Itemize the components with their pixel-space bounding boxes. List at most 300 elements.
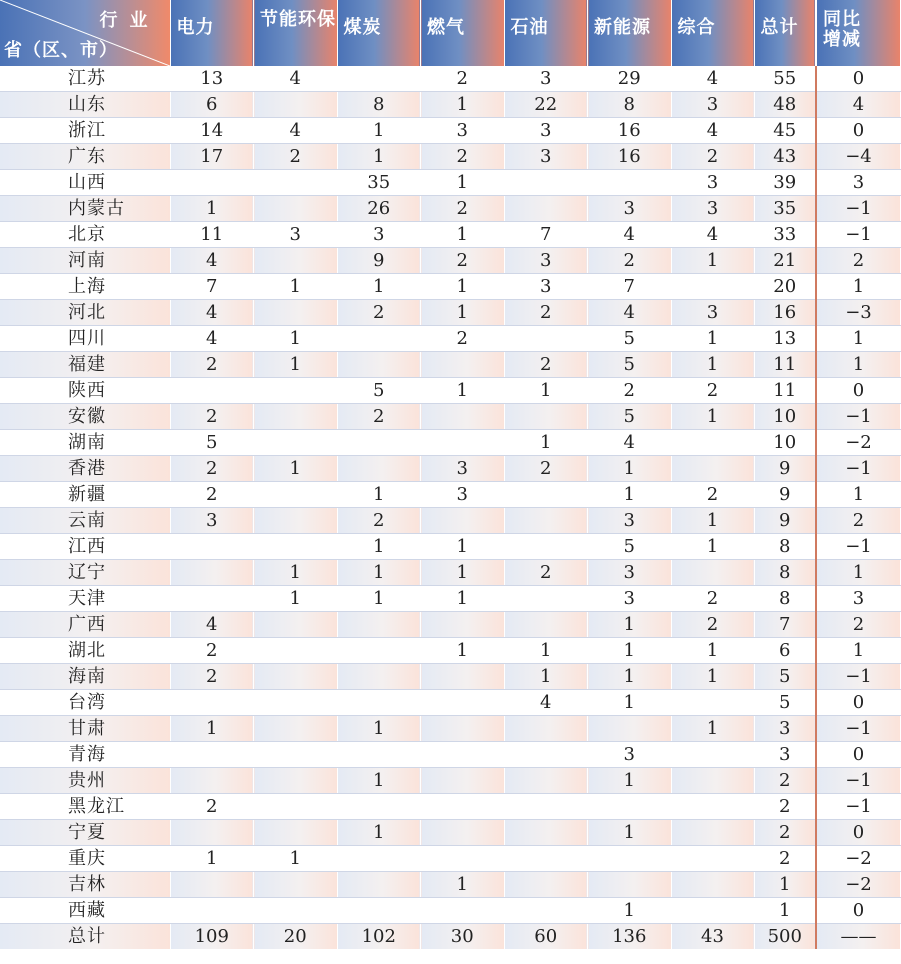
cell-total: 33: [754, 222, 816, 248]
table-row: [0, 794, 901, 820]
cell-comprehensive: [671, 794, 754, 820]
cell-power: 7: [170, 274, 254, 300]
cell-energy-saving: [254, 898, 338, 924]
province-name-cell: 江西: [0, 534, 170, 560]
cell-power: 2: [170, 638, 254, 664]
table-row: [0, 872, 901, 898]
table-row: [0, 274, 901, 300]
cell-comprehensive: 1: [671, 716, 754, 742]
province-name-cell: 北京: [0, 222, 170, 248]
cell-power: [170, 170, 254, 196]
province-name-cell: 广东: [0, 144, 170, 170]
column-header-power: 电力: [170, 0, 254, 66]
cell-gas: [421, 430, 505, 456]
cell-comprehensive: 2: [671, 586, 754, 612]
cell-gas: 30: [421, 924, 505, 950]
cell-coal: [337, 742, 421, 768]
cell-energy-saving: 2: [254, 144, 338, 170]
corner-header-cell: [0, 0, 170, 66]
table-row: [0, 664, 901, 690]
cell-coal: 2: [337, 404, 421, 430]
cell-comprehensive: 1: [671, 248, 754, 274]
cell-power: [170, 768, 254, 794]
cell-total: 9: [754, 456, 816, 482]
cell-gas: [421, 846, 505, 872]
cell-total: 10: [754, 404, 816, 430]
cell-comprehensive: 43: [671, 924, 754, 950]
cell-total: 16: [754, 300, 816, 326]
cell-gas: 1: [421, 586, 505, 612]
cell-new-energy: 16: [588, 144, 672, 170]
table-row: [0, 560, 901, 586]
cell-power: 1: [170, 846, 254, 872]
table-row: [0, 768, 901, 794]
cell-new-energy: [588, 872, 672, 898]
cell-gas: [421, 820, 505, 846]
cell-comprehensive: 1: [671, 326, 754, 352]
total-row: [0, 924, 901, 950]
cell-comprehensive: [671, 846, 754, 872]
cell-gas: [421, 690, 505, 716]
cell-total: 5: [754, 664, 816, 690]
cell-comprehensive: 3: [671, 92, 754, 118]
cell-oil: [504, 768, 588, 794]
cell-oil: [504, 820, 588, 846]
cell-comprehensive: 1: [671, 664, 754, 690]
cell-new-energy: 4: [588, 300, 672, 326]
cell-gas: 2: [421, 66, 505, 92]
province-name-cell: 浙江: [0, 118, 170, 144]
cell-energy-saving: 1: [254, 586, 338, 612]
cell-gas: 1: [421, 300, 505, 326]
cell-oil: 2: [504, 456, 588, 482]
cell-power: [170, 534, 254, 560]
province-name-cell: 总计: [0, 924, 170, 950]
cell-power: 13: [170, 66, 254, 92]
cell-oil: [504, 170, 588, 196]
cell-energy-saving: [254, 404, 338, 430]
table-row: [0, 508, 901, 534]
cell-energy-saving: [254, 248, 338, 274]
column-header-coal: 煤炭: [337, 0, 421, 66]
cell-comprehensive: 1: [671, 508, 754, 534]
header-row: [0, 0, 901, 66]
cell-gas: [421, 352, 505, 378]
cell-power: 17: [170, 144, 254, 170]
cell-oil: [504, 404, 588, 430]
cell-gas: 1: [421, 534, 505, 560]
cell-coal: 9: [337, 248, 421, 274]
cell-total: 3: [754, 742, 816, 768]
cell-oil: [504, 196, 588, 222]
cell-total: 2: [754, 846, 816, 872]
province-name-cell: 内蒙古: [0, 196, 170, 222]
cell-oil: [504, 586, 588, 612]
table-row: [0, 66, 901, 92]
cell-total: 45: [754, 118, 816, 144]
cell-gas: 2: [421, 144, 505, 170]
cell-gas: 1: [421, 560, 505, 586]
cell-gas: 1: [421, 872, 505, 898]
cell-energy-saving: [254, 794, 338, 820]
column-header-new-energy: 新能源: [588, 0, 672, 66]
cell-energy-saving: [254, 742, 338, 768]
cell-coal: 26: [337, 196, 421, 222]
cell-yoy-change: −1: [816, 716, 901, 742]
province-name-cell: 重庆: [0, 846, 170, 872]
cell-comprehensive: 1: [671, 404, 754, 430]
cell-yoy-change: 0: [816, 898, 901, 924]
cell-yoy-change: 0: [816, 378, 901, 404]
cell-coal: [337, 872, 421, 898]
cell-coal: [337, 456, 421, 482]
cell-new-energy: 1: [588, 638, 672, 664]
cell-total: 9: [754, 482, 816, 508]
cell-oil: 3: [504, 274, 588, 300]
cell-gas: 2: [421, 326, 505, 352]
cell-gas: [421, 508, 505, 534]
cell-oil: [504, 742, 588, 768]
cell-energy-saving: 1: [254, 274, 338, 300]
cell-yoy-change: 3: [816, 170, 901, 196]
cell-total: 21: [754, 248, 816, 274]
cell-new-energy: 5: [588, 534, 672, 560]
cell-oil: 1: [504, 378, 588, 404]
cell-energy-saving: 3: [254, 222, 338, 248]
province-name-cell: 黑龙江: [0, 794, 170, 820]
cell-comprehensive: [671, 456, 754, 482]
cell-new-energy: 1: [588, 482, 672, 508]
cell-power: [170, 560, 254, 586]
cell-new-energy: 1: [588, 612, 672, 638]
cell-power: 109: [170, 924, 254, 950]
cell-gas: 1: [421, 170, 505, 196]
province-name-cell: 福建: [0, 352, 170, 378]
cell-coal: 1: [337, 482, 421, 508]
table-row: [0, 820, 901, 846]
cell-total: 9: [754, 508, 816, 534]
cell-oil: [504, 872, 588, 898]
cell-energy-saving: [254, 716, 338, 742]
cell-total: 43: [754, 144, 816, 170]
cell-gas: [421, 716, 505, 742]
cell-comprehensive: [671, 768, 754, 794]
table-row: [0, 742, 901, 768]
cell-yoy-change: −2: [816, 430, 901, 456]
cell-total: 48: [754, 92, 816, 118]
cell-yoy-change: 1: [816, 482, 901, 508]
cell-total: 39: [754, 170, 816, 196]
cell-coal: 1: [337, 118, 421, 144]
cell-power: [170, 898, 254, 924]
cell-total: 6: [754, 638, 816, 664]
cell-energy-saving: 1: [254, 326, 338, 352]
column-header-total: 总计: [754, 0, 816, 66]
cell-new-energy: 8: [588, 92, 672, 118]
cell-power: 2: [170, 794, 254, 820]
province-name-cell: 海南: [0, 664, 170, 690]
cell-coal: 2: [337, 508, 421, 534]
cell-new-energy: 1: [588, 820, 672, 846]
cell-yoy-change: 0: [816, 820, 901, 846]
cell-yoy-change: 2: [816, 248, 901, 274]
cell-coal: 3: [337, 222, 421, 248]
cell-total: 7: [754, 612, 816, 638]
cell-new-energy: 1: [588, 898, 672, 924]
cell-yoy-change: −1: [816, 534, 901, 560]
cell-yoy-change: −1: [816, 196, 901, 222]
cell-oil: [504, 612, 588, 638]
cell-energy-saving: 1: [254, 352, 338, 378]
cell-yoy-change: 1: [816, 560, 901, 586]
cell-new-energy: 5: [588, 352, 672, 378]
cell-gas: 1: [421, 378, 505, 404]
cell-new-energy: 4: [588, 222, 672, 248]
table-row: [0, 612, 901, 638]
cell-new-energy: 7: [588, 274, 672, 300]
table-body: [0, 66, 901, 949]
cell-gas: 2: [421, 248, 505, 274]
cell-total: 5: [754, 690, 816, 716]
cell-gas: [421, 742, 505, 768]
cell-oil: [504, 846, 588, 872]
cell-oil: [504, 482, 588, 508]
cell-oil: [504, 534, 588, 560]
column-header-comprehensive: 综合: [671, 0, 754, 66]
cell-comprehensive: 4: [671, 222, 754, 248]
cell-yoy-change: −2: [816, 872, 901, 898]
cell-comprehensive: 1: [671, 638, 754, 664]
cell-oil: [504, 508, 588, 534]
cell-power: [170, 378, 254, 404]
cell-yoy-change: ——: [816, 924, 901, 950]
cell-yoy-change: 0: [816, 66, 901, 92]
cell-total: 13: [754, 326, 816, 352]
cell-new-energy: 1: [588, 768, 672, 794]
province-name-cell: 安徽: [0, 404, 170, 430]
column-header-oil: 石油: [504, 0, 588, 66]
province-name-cell: 山东: [0, 92, 170, 118]
cell-yoy-change: −1: [816, 794, 901, 820]
cell-energy-saving: [254, 196, 338, 222]
cell-energy-saving: [254, 664, 338, 690]
cell-energy-saving: [254, 482, 338, 508]
province-name-cell: 青海: [0, 742, 170, 768]
cell-new-energy: 1: [588, 690, 672, 716]
cell-yoy-change: 1: [816, 352, 901, 378]
cell-gas: [421, 404, 505, 430]
cell-yoy-change: 3: [816, 586, 901, 612]
cell-energy-saving: [254, 638, 338, 664]
province-name-cell: 山西: [0, 170, 170, 196]
cell-coal: 1: [337, 560, 421, 586]
table-row: [0, 144, 901, 170]
column-header-yoy-change: 同比增减: [816, 0, 901, 66]
cell-new-energy: [588, 846, 672, 872]
table-row: [0, 92, 901, 118]
cell-comprehensive: 2: [671, 378, 754, 404]
cell-oil: [504, 898, 588, 924]
cell-total: 1: [754, 872, 816, 898]
cell-power: 2: [170, 404, 254, 430]
cell-total: 11: [754, 352, 816, 378]
cell-comprehensive: 1: [671, 534, 754, 560]
table-row: [0, 586, 901, 612]
cell-oil: 3: [504, 66, 588, 92]
province-name-cell: 河北: [0, 300, 170, 326]
cell-energy-saving: [254, 534, 338, 560]
table-row: [0, 378, 901, 404]
cell-new-energy: 136: [588, 924, 672, 950]
cell-total: 8: [754, 560, 816, 586]
cell-coal: 1: [337, 144, 421, 170]
cell-coal: 35: [337, 170, 421, 196]
table-row: [0, 248, 901, 274]
table-row: [0, 222, 901, 248]
cell-yoy-change: 1: [816, 638, 901, 664]
cell-coal: 5: [337, 378, 421, 404]
cell-total: 1: [754, 898, 816, 924]
cell-gas: [421, 768, 505, 794]
cell-coal: [337, 794, 421, 820]
cell-power: 2: [170, 352, 254, 378]
cell-power: 1: [170, 716, 254, 742]
cell-coal: 1: [337, 534, 421, 560]
cell-energy-saving: [254, 690, 338, 716]
cell-power: [170, 690, 254, 716]
cell-energy-saving: [254, 92, 338, 118]
cell-comprehensive: 2: [671, 482, 754, 508]
table-row: [0, 846, 901, 872]
province-name-cell: 上海: [0, 274, 170, 300]
table-row: [0, 118, 901, 144]
province-name-cell: 四川: [0, 326, 170, 352]
cell-oil: 2: [504, 352, 588, 378]
province-name-cell: 天津: [0, 586, 170, 612]
cell-oil: 1: [504, 664, 588, 690]
cell-power: 4: [170, 300, 254, 326]
cell-oil: 3: [504, 144, 588, 170]
cell-new-energy: 3: [588, 560, 672, 586]
cell-yoy-change: 1: [816, 326, 901, 352]
cell-yoy-change: −1: [816, 664, 901, 690]
table-row: [0, 430, 901, 456]
cell-energy-saving: [254, 378, 338, 404]
cell-yoy-change: 2: [816, 612, 901, 638]
cell-coal: [337, 326, 421, 352]
cell-new-energy: 3: [588, 586, 672, 612]
cell-coal: [337, 898, 421, 924]
cell-energy-saving: 1: [254, 846, 338, 872]
table-row: [0, 534, 901, 560]
cell-power: 14: [170, 118, 254, 144]
cell-coal: 102: [337, 924, 421, 950]
cell-comprehensive: 2: [671, 612, 754, 638]
cell-yoy-change: −1: [816, 456, 901, 482]
cell-coal: 1: [337, 716, 421, 742]
cell-power: 3: [170, 508, 254, 534]
province-name-cell: 吉林: [0, 872, 170, 898]
cell-coal: [337, 430, 421, 456]
province-name-cell: 甘肃: [0, 716, 170, 742]
cell-coal: [337, 612, 421, 638]
cell-oil: 1: [504, 638, 588, 664]
cell-new-energy: 2: [588, 248, 672, 274]
cell-oil: 1: [504, 430, 588, 456]
cell-new-energy: 16: [588, 118, 672, 144]
cell-gas: 3: [421, 456, 505, 482]
cell-total: 2: [754, 794, 816, 820]
cell-comprehensive: [671, 872, 754, 898]
cell-oil: 3: [504, 248, 588, 274]
cell-coal: [337, 638, 421, 664]
cell-power: 5: [170, 430, 254, 456]
cell-comprehensive: [671, 898, 754, 924]
cell-total: 8: [754, 586, 816, 612]
cell-power: 2: [170, 456, 254, 482]
corner-top-label: 行业: [99, 10, 160, 31]
cell-energy-saving: 4: [254, 118, 338, 144]
cell-coal: [337, 352, 421, 378]
cell-yoy-change: −1: [816, 768, 901, 794]
cell-comprehensive: [671, 690, 754, 716]
cell-energy-saving: 1: [254, 560, 338, 586]
cell-energy-saving: [254, 820, 338, 846]
cell-new-energy: 1: [588, 664, 672, 690]
cell-gas: [421, 664, 505, 690]
cell-yoy-change: −2: [816, 846, 901, 872]
cell-power: 11: [170, 222, 254, 248]
cell-coal: 8: [337, 92, 421, 118]
cell-gas: [421, 612, 505, 638]
table-row: [0, 352, 901, 378]
cell-total: 2: [754, 768, 816, 794]
cell-energy-saving: 1: [254, 456, 338, 482]
province-name-cell: 陕西: [0, 378, 170, 404]
cell-oil: 60: [504, 924, 588, 950]
cell-oil: 2: [504, 300, 588, 326]
province-name-cell: 辽宁: [0, 560, 170, 586]
province-name-cell: 河南: [0, 248, 170, 274]
cell-gas: [421, 794, 505, 820]
table-row: [0, 716, 901, 742]
province-name-cell: 贵州: [0, 768, 170, 794]
cell-oil: 4: [504, 690, 588, 716]
cell-yoy-change: 0: [816, 742, 901, 768]
cell-new-energy: 3: [588, 196, 672, 222]
cell-oil: [504, 326, 588, 352]
cell-new-energy: 29: [588, 66, 672, 92]
province-name-cell: 香港: [0, 456, 170, 482]
cell-yoy-change: −1: [816, 222, 901, 248]
cell-gas: [421, 898, 505, 924]
cell-coal: 1: [337, 586, 421, 612]
cell-gas: 1: [421, 92, 505, 118]
cell-oil: [504, 794, 588, 820]
cell-total: 500: [754, 924, 816, 950]
cell-comprehensive: [671, 742, 754, 768]
cell-new-energy: [588, 716, 672, 742]
cell-new-energy: 1: [588, 456, 672, 482]
cell-yoy-change: −4: [816, 144, 901, 170]
province-name-cell: 宁夏: [0, 820, 170, 846]
cell-energy-saving: [254, 872, 338, 898]
cell-new-energy: 5: [588, 404, 672, 430]
province-name-cell: 湖北: [0, 638, 170, 664]
cell-coal: 1: [337, 768, 421, 794]
province-name-cell: 新疆: [0, 482, 170, 508]
cell-oil: 7: [504, 222, 588, 248]
